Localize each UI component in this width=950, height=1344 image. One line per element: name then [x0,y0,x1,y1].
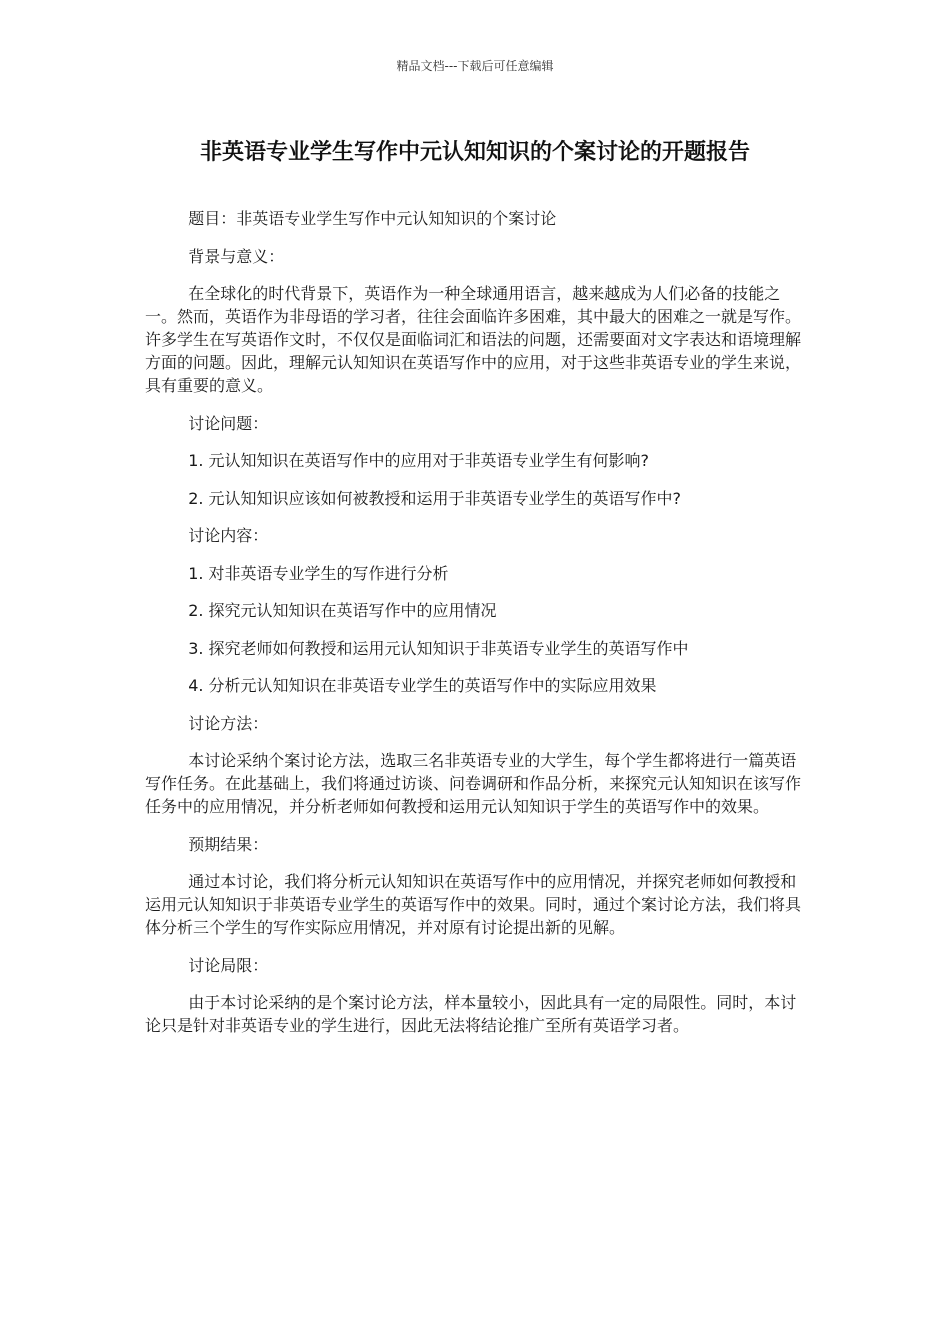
document-title: 非英语专业学生写作中元认知知识的个案讨论的开题报告 [199,140,750,165]
question-item: 2. 元认知知识应该如何被教授和运用于非英语专业学生的英语写作中? [188,488,682,508]
document-body [145,207,810,1052]
content-item: 3. 探究老师如何教授和运用元认知知识于非英语专业学生的英语写作中 [188,638,689,658]
content-heading: 讨论内容： [188,526,269,545]
background-heading: 背景与意义： [188,246,285,266]
limits-paragraph: 由于本讨论采纳的是个案讨论方法，样本量较小，因此具有一定的局限性。同时，本讨论只是针对非英语专业的学生进行，因此无法将结论推广至所有英语学习者。 [145,993,797,1035]
method-paragraph: 本讨论采纳个案讨论方法，选取三名非英语专业的大学生，每个学生都将进行一篇英语写作任务。在此基础上，我们将通过访谈、问卷调研和作品分析，来探究元认知知识在该写作任务中的应用情况，并分析老师如何教授和运用元认知知识于学生的英语写作中的效果。 [145,751,802,816]
content-item: 1. 对非英语专业学生的写作进行分析 [188,563,449,583]
results-heading: 预期结果： [188,834,269,854]
topic-line: 题目：非英语专业学生写作中元认知知识的个案讨论 [188,209,557,228]
results-paragraph: 通过本讨论，我们将分析元认知知识在英语写作中的应用情况，并探究老师如何教授和运用元认知知识于非英语专业学生的英语写作中的效果。同时，通过个案讨论方法，我们将具体分析三个学生的写作实际应用情况，并对原有讨论提出新的见解。 [145,872,802,937]
limits-heading: 讨论局限： [188,955,269,975]
content-item: 2. 探究元认知知识在英语写作中的应用情况 [188,601,497,620]
method-heading: 讨论方法： [188,713,269,733]
page-header-watermark: 精品文档---下载后可任意编辑 [396,59,554,73]
background-paragraph: 在全球化的时代背景下，英语作为一种全球通用语言，越来越成为人们必备的技能之一。然而，英语作为非母语的学习者，往往会面临许多困难，其中最大的困难之一就是写作。许多学生在写英语作文时，不仅仅是面临词汇和语法的问题，还需要面对文字表达和语境理解方面的问题。因此，理解元认知知识在英语写作中的应用，对于这些非英语专业的学生来说，具有重要的意义。 [145,284,802,395]
question-item: 1. 元认知知识在英语写作中的应用对于非英语专业学生有何影响? [188,451,650,470]
content-item: 4. 分析元认知知识在非英语专业学生的英语写作中的实际应用效果 [188,676,657,695]
questions-heading: 讨论问题： [188,413,269,433]
